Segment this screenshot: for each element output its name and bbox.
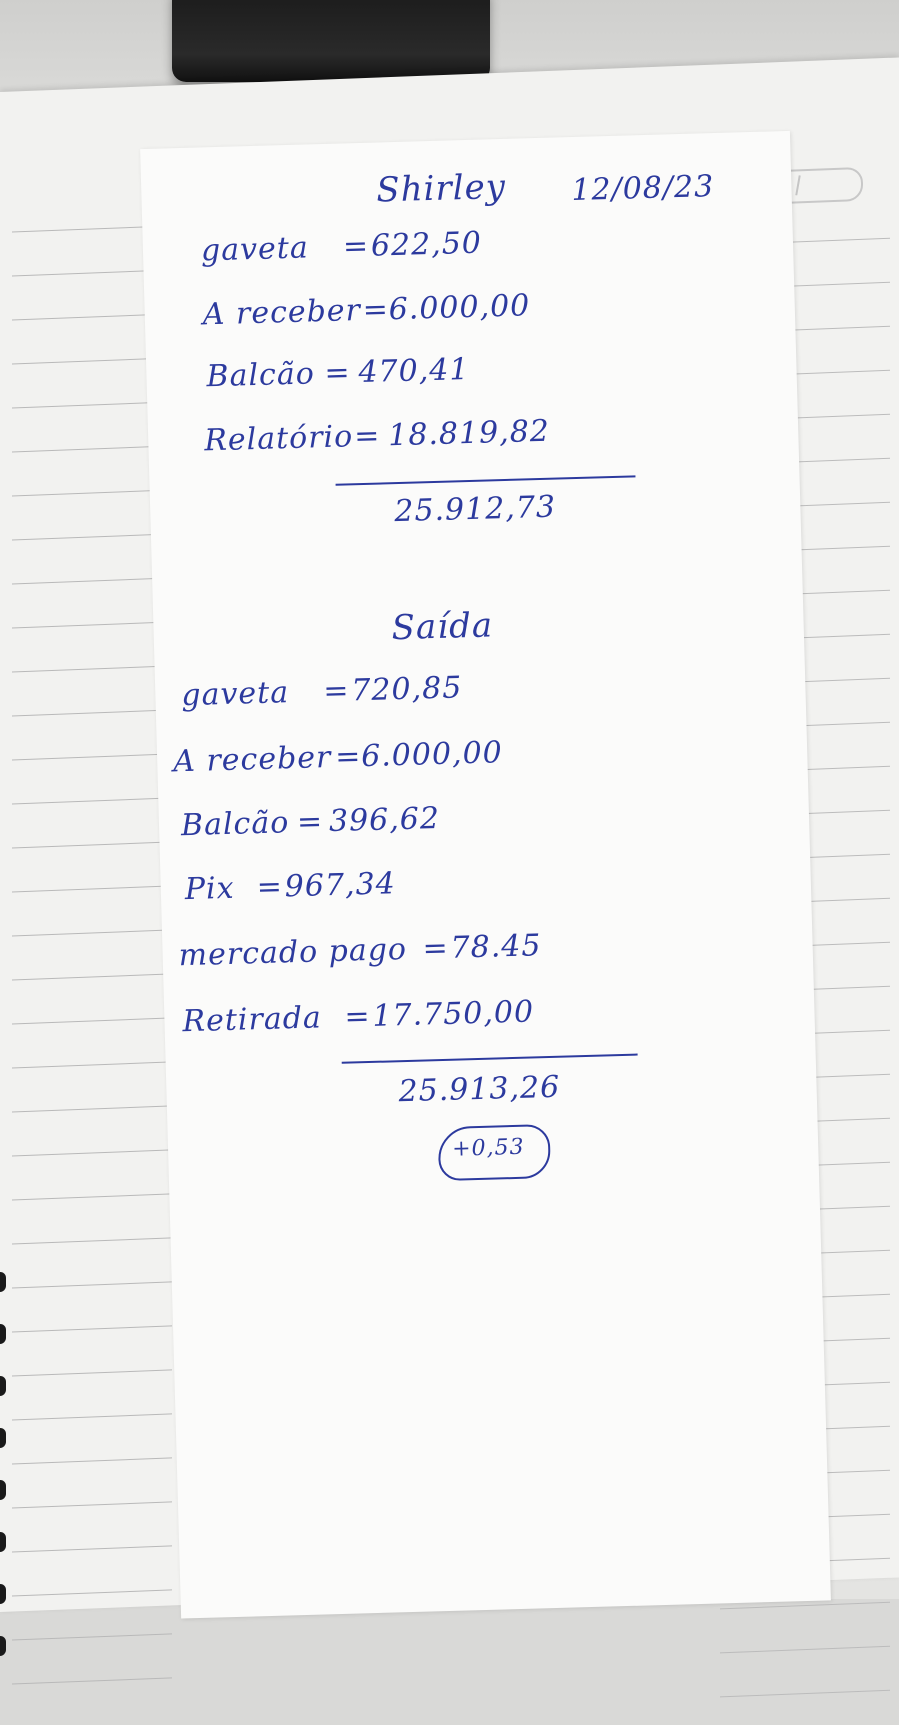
ruled-line-left — [12, 577, 172, 584]
ruled-line-left — [12, 797, 172, 804]
entrada-gaveta-value: 622,50 — [370, 225, 483, 264]
spiral-ring — [0, 1428, 6, 1448]
note-name: Shirley — [375, 166, 507, 211]
saida-balcao-value: 396,62 — [328, 800, 441, 840]
ruled-line-left — [12, 1413, 172, 1420]
ruled-line-left — [12, 841, 172, 848]
saida-retirada-value: 17.750,00 — [371, 994, 535, 1034]
ruled-line-left — [12, 1193, 172, 1200]
ruled-line-left — [12, 621, 172, 628]
ruled-line-right — [720, 1602, 890, 1610]
ruled-line-left — [12, 1589, 172, 1596]
saida-gaveta-label: gaveta — [180, 675, 290, 714]
saida-total: 25.913,26 — [398, 1069, 561, 1110]
ruled-line-left — [12, 1105, 172, 1112]
spiral-ring — [0, 1480, 6, 1500]
spiral-ring — [0, 1584, 6, 1604]
date-box-tick — [795, 175, 800, 195]
ruled-line-left — [12, 1369, 172, 1376]
difference-value: +0,53 — [451, 1134, 525, 1162]
entrada-relatorio-label: Relatório — [203, 419, 354, 459]
ruled-line-right — [720, 1690, 890, 1698]
ruled-line-left — [12, 1457, 172, 1464]
saida-balcao-label: Balcão — [180, 805, 290, 844]
spiral-ring — [0, 1532, 6, 1552]
entrada-sum-line — [336, 475, 636, 485]
ruled-line-left — [12, 1017, 172, 1024]
saida-retirada-label: Retirada — [182, 1000, 323, 1040]
entrada-areceber-value: 6.000,00 — [388, 288, 531, 328]
spiral-ring — [0, 1324, 6, 1344]
ruled-line-left — [12, 1281, 172, 1288]
ruled-line-left — [12, 665, 172, 672]
spiral-ring — [0, 1272, 6, 1292]
ruled-line-left — [12, 1501, 172, 1508]
ruled-line-left — [12, 1545, 172, 1552]
saida-title: Saída — [391, 605, 494, 649]
handwritten-sheet: Shirley 12/08/23 gaveta = 622,50 A receber = 6.000,00 Balcão = 470,41 Relatório = 18.819,82 25.912,73 Saída gaveta = 720,85 A receber = 6.000,00 Balcão = 396,62 Pix = 967,34 mercado pago = 78.45 Retirada = 17.750,00 25.913,26 +0,53 — [140, 131, 831, 1619]
saida-areceber-value: 6.000,00 — [360, 735, 504, 775]
saida-mercadopago-value: 78.45 — [450, 928, 542, 966]
spiral-ring — [0, 1376, 6, 1396]
ruled-line-left — [12, 1149, 172, 1156]
saida-pix-label: Pix — [184, 870, 235, 908]
ruled-line-left — [12, 1061, 172, 1068]
ruled-line-left — [12, 533, 172, 540]
ruled-line-left — [12, 973, 172, 980]
note-date: 12/08/23 — [570, 169, 715, 209]
entrada-balcao-value: 470,41 — [357, 351, 470, 391]
entrada-areceber-label: A receber — [202, 292, 362, 333]
ruled-line-left — [12, 1677, 172, 1684]
saida-gaveta-value: 720,85 — [350, 670, 463, 709]
saida-pix-value: 967,34 — [284, 866, 397, 905]
ruled-line-left — [12, 885, 172, 892]
ruled-line-left — [12, 1237, 172, 1244]
saida-areceber-label: A receber — [172, 739, 332, 780]
ruled-line-left — [12, 753, 172, 760]
entrada-balcao-label: Balcão — [206, 356, 316, 395]
spiral-ring — [0, 1636, 6, 1656]
black-device — [172, 0, 490, 82]
ruled-line-left — [12, 1633, 172, 1640]
ruled-line-right — [720, 1646, 890, 1654]
entrada-total: 25.912,73 — [393, 489, 557, 530]
saida-mercadopago-label: mercado pago — [178, 931, 408, 974]
ruled-line-left — [12, 489, 172, 496]
ruled-line-left — [12, 1325, 172, 1332]
entrada-gaveta-label: gaveta — [200, 230, 310, 269]
ruled-line-left — [12, 709, 172, 716]
ruled-line-left — [12, 929, 172, 936]
entrada-relatorio-value: 18.819,82 — [387, 413, 551, 454]
saida-sum-line — [342, 1054, 638, 1064]
